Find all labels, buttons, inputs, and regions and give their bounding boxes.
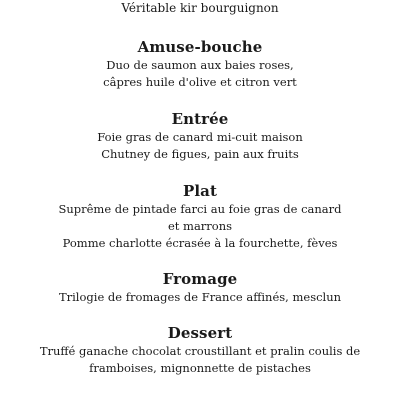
course-plat [0, 182, 400, 252]
menu-intro: Véritable kir bourguignon [121, 1, 279, 15]
course-title: Plat [182, 182, 218, 200]
course-description-line: Truffé ganache chocolat croustillant et pralin coulis de [39, 344, 361, 358]
course-description-line: Pomme charlotte écrasée à la fourchette, fèves [62, 236, 338, 250]
course-title: Fromage [162, 270, 238, 288]
course-fromage [0, 270, 400, 306]
course-title: Entrée [171, 110, 229, 128]
course-description-line: framboises, mignonnette de pistaches [89, 361, 311, 375]
course-description-line: Duo de saumon aux baies roses, [106, 58, 294, 72]
course-title: Dessert [167, 324, 233, 342]
course-amuse-bouche [0, 38, 400, 91]
course-description-line: Foie gras de canard mi-cuit maison [97, 130, 303, 144]
course-description-line: Chutney de figues, pain aux fruits [101, 147, 299, 161]
course-entree [0, 110, 400, 163]
course-description-line: Trilogie de fromages de France affinés, mesclun [58, 290, 342, 304]
course-description-line: câpres huile d'olive et citron vert [103, 75, 297, 89]
course-title: Amuse-bouche [137, 38, 263, 56]
course-description-line: et marrons [167, 219, 233, 233]
course-description-line: Suprême de pintade farci au foie gras de canard [58, 202, 342, 216]
course-dessert [0, 324, 400, 377]
